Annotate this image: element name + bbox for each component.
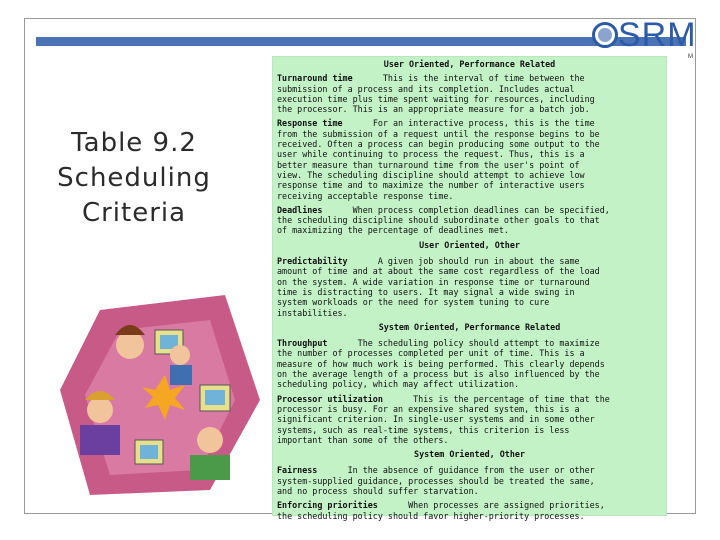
logo-small-text: M (688, 54, 693, 60)
criterion-entry (277, 394, 662, 445)
criterion-entry (277, 256, 662, 318)
criterion-entry (277, 500, 662, 521)
criterion-description: For an interactive process, this is the time from the submission of a request until the response begins to be received. Often a process can begin producing some output to the user while continuing to process the request. Thus, this is a better measure than turnaround time from the user's point of view. The scheduling discipline should attempt to achieve low response time and to maximize the number of interactive users receiving acceptable response time. (277, 118, 600, 201)
criterion-description: When process completion deadlines can be specified, the scheduling discipline should subordinate other goals to that of maximizing the percentage of deadlines met. (277, 204, 610, 236)
title-line-1: Table 9.2 (71, 128, 197, 158)
section-heading: System Oriented, Other (414, 449, 525, 460)
criterion-term: Fairness (277, 465, 318, 476)
criterion-entry (277, 338, 662, 389)
criterion-entry (277, 73, 662, 114)
criterion-term: Response time (277, 118, 343, 129)
globe-icon (592, 22, 618, 48)
criterion-entry (277, 118, 662, 200)
criterion-term: Deadlines (277, 204, 323, 215)
title-accent-bar (36, 37, 686, 46)
criterion-term: Turnaround time (277, 73, 353, 84)
slide-title (34, 126, 234, 231)
section-heading: User Oriented, Other (419, 239, 520, 250)
title-line-3: Criteria (81, 198, 187, 228)
title-line-2: Scheduling (57, 163, 211, 193)
scheduling-criteria-table (272, 56, 667, 521)
criterion-description: When processes are assigned priorities, the scheduling policy should favor higher-priority processes. (277, 500, 605, 521)
criterion-description: In the absence of guidance from the user or other system-supplied guidance, processes should be treated the same, and no process should suffer starvation. (277, 465, 595, 496)
section-heading: User Oriented, Performance Related (383, 59, 556, 69)
logo-text: SRM (618, 16, 697, 54)
criterion-description: This is the interval of time between the submission of a process and its completion. Includes actual execution time plus time spent waiting for resources, including the processor. This is an appropriate measure for a batch job. (277, 73, 595, 115)
criterion-entry (277, 205, 662, 236)
section-heading: System Oriented, Performance Related (378, 321, 561, 332)
criterion-description: A given job should run in about the same amount of time and at about the same cost regardless of the load on the system. A wide variation in response time or turnaround time is distracting to users. It may signal a wide swing in system workloads or the need for system tuning to cure instabilities. (277, 256, 600, 318)
criterion-term: Enforcing priorities (277, 500, 378, 511)
criterion-term: Predictability (277, 256, 348, 267)
people-computers-clipart (60, 290, 260, 500)
criterion-description: This is the percentage of time that the processor is busy. For an expensive shared system, this is a significant criterion. In single-user systems and in some other systems, such as real-time systems, this criterion is less important than some of the others. (277, 393, 610, 445)
criterion-term: Throughput (277, 338, 328, 349)
criterion-entry (277, 465, 662, 496)
criterion-description: The scheduling policy should attempt to maximize the number of processes completed per unit of time. This is a measure of how much work is being performed. This clearly depends on the average length of a process but is also influenced by the scheduling policy, which may affect utilization. (277, 338, 605, 390)
criterion-term: Processor utilization (277, 393, 383, 404)
